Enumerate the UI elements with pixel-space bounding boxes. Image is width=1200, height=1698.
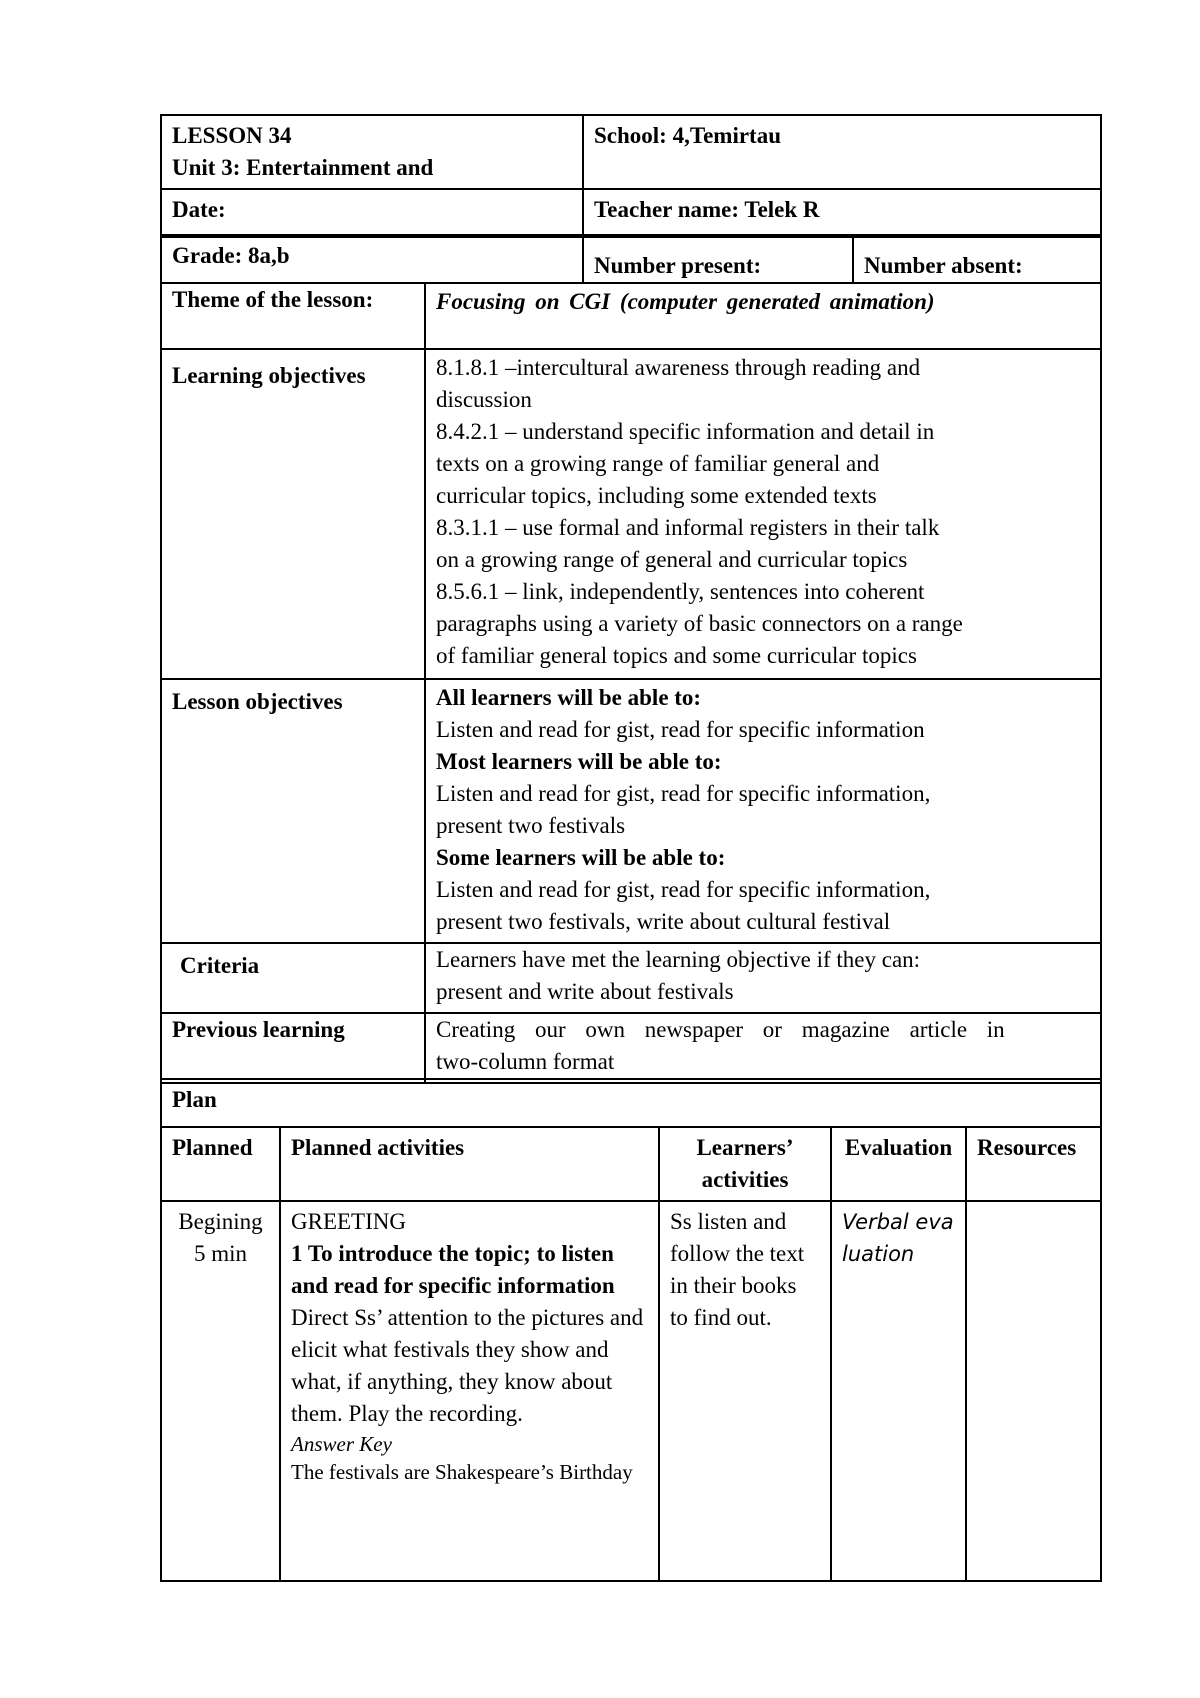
activities-header: Planned activities: [291, 1135, 465, 1160]
lo-line: curricular topics, including some extended texts: [436, 483, 877, 508]
objectives-table: [160, 282, 1102, 1084]
previous-learning-cell: [425, 1013, 1101, 1083]
all-learners-text: Listen and read for gist, read for specific information: [436, 717, 925, 742]
lo-line: 8.1.8.1 –intercultural awareness through reading and: [436, 355, 921, 380]
lo-line: paragraphs using a variety of basic connectors on a range: [436, 611, 963, 636]
lo-line: 8.4.2.1 – understand specific information and detail in: [436, 419, 935, 444]
number-present-cell: [583, 235, 853, 283]
learners-header-cell: [659, 1127, 831, 1201]
most-learners-text: Listen and read for gist, read for specific information,: [436, 781, 931, 806]
lesson-title-cell: [161, 115, 583, 189]
evaluation-text: Verbal evaluation: [842, 1210, 954, 1266]
evaluation-cell: [831, 1201, 966, 1581]
lesson-number: LESSON 34: [172, 123, 292, 148]
learning-objectives-cell: [425, 349, 1101, 679]
some-learners-text: present two festivals, write about cultural festival: [436, 909, 891, 934]
most-learners-heading: Most learners will be able to:: [436, 749, 722, 774]
task-heading: 1 To introduce the topic; to listen and read for specific information: [291, 1241, 615, 1298]
date-cell: [161, 189, 583, 237]
lesson-objectives-label: Lesson objectives: [172, 689, 343, 714]
criteria-line: present and write about festivals: [436, 979, 734, 1004]
activities-cell: [280, 1201, 659, 1581]
answer-key-label: Answer Key: [291, 1432, 392, 1456]
number-absent-cell: [853, 235, 1101, 283]
learning-objectives-label: Learning objectives: [172, 363, 366, 388]
date-label: Date:: [172, 197, 226, 222]
school-cell: [583, 115, 1101, 189]
learners-header: Learners’ activities: [696, 1135, 794, 1192]
lo-line: discussion: [436, 387, 532, 412]
theme-value: Focusing on CGI (computer generated animation): [436, 289, 935, 314]
some-learners-heading: Some learners will be able to:: [436, 845, 726, 870]
previous-learning-line: Creating our own newspaper or magazine article in: [436, 1017, 1005, 1042]
resources-cell: [966, 1201, 1101, 1581]
grade-table: [160, 234, 1102, 284]
number-absent: Number absent:: [864, 253, 1023, 278]
lesson-objectives-label-cell: [161, 679, 425, 943]
all-learners-heading: All learners will be able to:: [436, 685, 702, 710]
lo-line: texts on a growing range of familiar general and: [436, 451, 880, 476]
lo-line: 8.5.6.1 – link, independently, sentences into coherent: [436, 579, 925, 604]
learners-activities-cell: [659, 1201, 831, 1581]
resources-header: Resources: [977, 1135, 1077, 1160]
planned-header-cell: [161, 1127, 280, 1201]
evaluation-header: Evaluation: [844, 1135, 953, 1160]
grade: Grade: 8a,b: [172, 243, 290, 268]
stage-time: 5 min: [193, 1241, 248, 1266]
number-present: Number present:: [594, 253, 762, 278]
plan-label: Plan: [172, 1087, 217, 1112]
greeting: GREETING: [291, 1209, 406, 1234]
stage-cell: [161, 1201, 280, 1581]
stage-name: Begining: [178, 1209, 263, 1234]
answer-key-text: The festivals are Shakespeare’s Birthday: [291, 1460, 633, 1484]
criteria-label-cell: [161, 943, 425, 1013]
lesson-plan-table: [160, 114, 1102, 238]
activities-header-cell: [280, 1127, 659, 1201]
learning-objectives-label-cell: [161, 349, 425, 679]
lesson-objectives-cell: [425, 679, 1101, 943]
theme-value-cell: [425, 283, 1101, 349]
resources-header-cell: [966, 1127, 1101, 1201]
criteria-cell: [425, 943, 1101, 1013]
lo-line: 8.3.1.1 – use formal and informal registers in their talk: [436, 515, 940, 540]
grade-cell: [161, 235, 583, 283]
lo-line: of familiar general topics and some curricular topics: [436, 643, 917, 668]
theme-label: Theme of the lesson:: [172, 287, 374, 312]
previous-learning-label: Previous learning: [172, 1017, 345, 1042]
evaluation-header-cell: [831, 1127, 966, 1201]
previous-learning-line: two-column format: [436, 1049, 615, 1074]
plan-label-cell: [161, 1079, 1101, 1127]
criteria-line: Learners have met the learning objective if they can:: [436, 947, 921, 972]
some-learners-text: Listen and read for gist, read for specific information,: [436, 877, 931, 902]
planned-header: Planned: [172, 1135, 253, 1160]
most-learners-text: present two festivals: [436, 813, 626, 838]
unit-title: Unit 3: Entertainment and: [172, 155, 434, 180]
learners-activities: Ss listen and follow the text in their books to find out.: [670, 1209, 805, 1330]
plan-table: [160, 1078, 1102, 1582]
task-text: Direct Ss’ attention to the pictures and elicit what festivals they show and what, if anything, they know about them. Play the recording.: [291, 1305, 644, 1426]
school: School: 4,Temirtau: [594, 123, 781, 148]
teacher-cell: [583, 189, 1101, 237]
teacher-name: Teacher name: Telek R: [594, 197, 820, 222]
criteria-label: Criteria: [180, 953, 260, 978]
lo-line: on a growing range of general and curricular topics: [436, 547, 908, 572]
theme-label-cell: [161, 283, 425, 349]
previous-learning-label-cell: [161, 1013, 425, 1083]
